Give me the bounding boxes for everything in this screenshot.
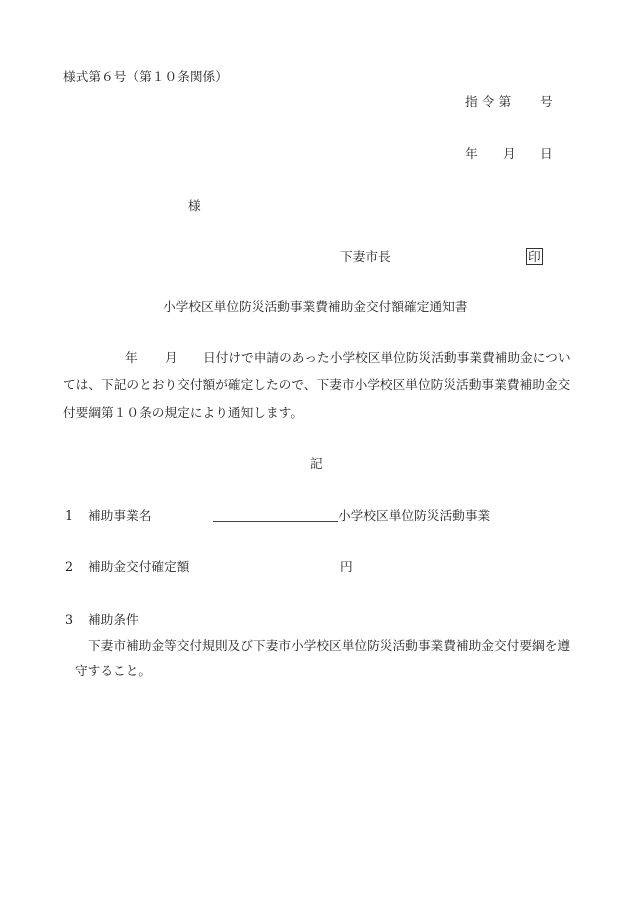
ki-heading: 記 — [310, 456, 323, 471]
addressee-suffix: 様 — [188, 198, 201, 213]
sender: 下妻市長 — [340, 249, 391, 264]
reference-prefix: 指 令 第 — [465, 94, 512, 109]
item-3-text-line-2: 守すること。 — [75, 663, 152, 678]
item-2-number: 2 — [65, 559, 74, 574]
item-3-text-line-1: 下妻市補助金等交付規則及び下妻市小学校区単位防災活動事業費補助金交付要綱を遵 — [88, 638, 571, 653]
document-title: 小学校区単位防災活動事業費補助金交付額確定通知書 — [163, 299, 468, 314]
date-year: 年 — [465, 146, 478, 161]
item-1-number: 1 — [65, 508, 74, 523]
item-2-label: 補助金交付確定額 — [88, 559, 190, 574]
item-1-label: 補助事業名 — [88, 508, 152, 523]
item-2-value: 円 — [340, 559, 353, 574]
date-day: 日 — [540, 146, 553, 161]
body-line-1: 日付けで申請のあった小学校区単位防災活動事業費補助金につい — [203, 350, 571, 365]
body-line-2: ては、下記のとおり交付額が確定したので、下妻市小学校区単位防災活動事業費補助金交 — [63, 377, 571, 392]
body-month: 月 — [165, 350, 178, 365]
body-year: 年 — [125, 350, 138, 365]
date-month: 月 — [503, 146, 516, 161]
item-1-blank-line — [213, 521, 338, 522]
item-3-number: 3 — [65, 612, 74, 627]
reference-suffix: 号 — [540, 94, 553, 109]
item-1-value: 小学校区単位防災活動事業 — [338, 508, 491, 523]
item-3-label: 補助条件 — [88, 612, 139, 627]
body-line-3: 付要綱第１０条の規定により通知します。 — [63, 405, 304, 420]
seal-mark: 印 — [528, 249, 541, 264]
form-label: 様式第６号（第１０条関係） — [63, 69, 228, 84]
